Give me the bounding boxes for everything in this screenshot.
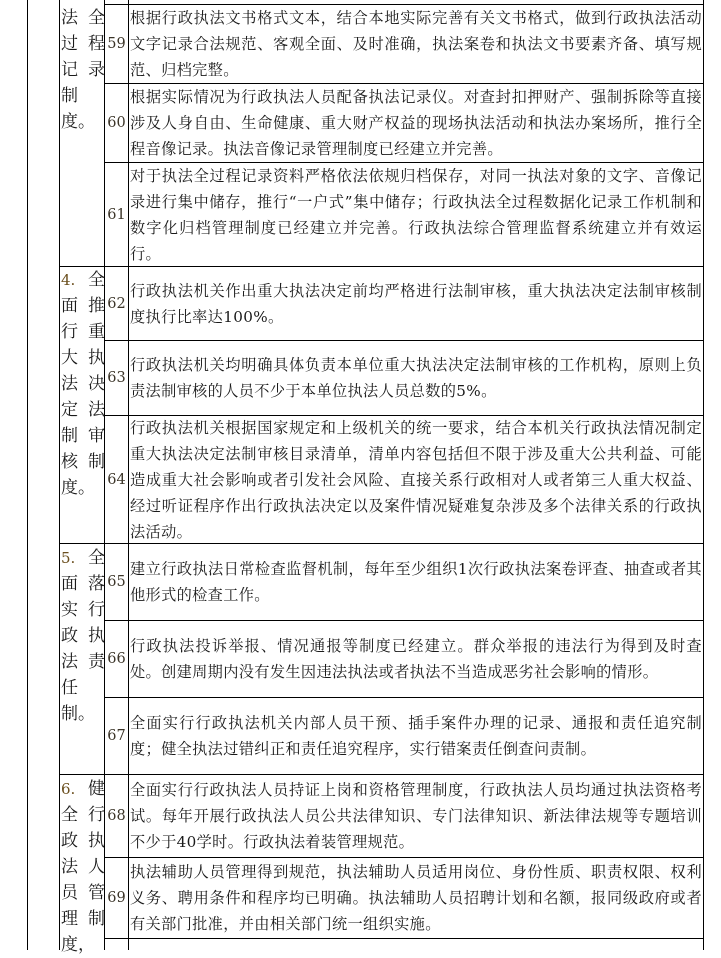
category-char: 法 [61,857,78,877]
item-number: 68 [107,808,126,824]
item-number: 65 [107,574,126,590]
item-text: 建立行政执法日常检查监督机制，每年至少组织1次行政执法案卷评查、抽查或者其他形式的检查工作。 [130,560,702,604]
category-line [61,880,105,906]
category-line [61,267,105,293]
category-line [61,932,105,958]
category-char: 度。 [61,478,95,498]
item-content [130,544,702,620]
category-char: 度。 [61,112,95,132]
category-cell [60,776,105,958]
category-char: 制 [61,86,78,106]
category-char: 全 [88,548,105,568]
category-line [61,5,105,31]
category-line [61,475,105,501]
category-char: 制 [88,452,105,472]
category-char: 推 [88,296,105,316]
category-char: 执 [88,626,105,646]
category-char: 全 [88,270,105,290]
item-number: 66 [107,651,126,667]
category-char: 行 [88,805,105,825]
category-line [61,449,105,475]
category-char: 管 [88,883,105,903]
category-line [61,345,105,371]
item-content [130,775,702,857]
category-char: 法 [61,8,78,28]
category-line [61,906,105,932]
category-line [61,397,105,423]
item-content [130,341,702,415]
category-char: 制 [88,909,105,929]
item-text: 根据行政执法文书格式文本，结合本地实际完善有关文书格式，做到行政执法活动文字记录合法规范、客观全面、及时准确，执法案卷和执法文书要素齐备、填写规范、归档完整。 [130,9,702,79]
table-border-left-outer [27,0,28,950]
category-char: 行 [88,600,105,620]
category-line [61,83,105,109]
category-char: 5. [61,549,76,567]
category-char: 执 [88,348,105,368]
category-char: 落 [88,574,105,594]
category-char: 制。 [61,704,95,724]
category-line [61,701,105,727]
table-border-col3 [128,0,129,950]
category-char: 责 [88,652,105,672]
category-char: 任 [61,678,78,698]
category-char: 录 [88,60,105,80]
item-content [130,416,702,543]
category-char: 行 [61,322,78,342]
category-char: 面 [61,574,78,594]
category-char: 法 [61,374,78,394]
category-char: 执 [88,831,105,851]
category-char: 法 [88,400,105,420]
item-number: 69 [107,890,126,906]
item-text: 根据实际情况为行政执法人员配备执法记录仪。对查封扣押财产、强制拆除等直接涉及人身自由、生命健康、重大财产权益的现场执法活动和执法办案场所，推行全程音像记录。执法音像记录管理制度已经建立并完善。 [130,88,702,158]
category-char: 员 [61,883,78,903]
category-char: 度， [61,935,95,955]
category-char: 实 [61,600,78,620]
category-char: 法 [61,652,78,672]
item-text: 行政执法投诉举报、情况通报等制度已经建立。群众举报的违法行为得到及时查处。创建周期内没有发生因违法执法或者执法不当造成恶劣社会影响的情形。 [130,637,702,681]
item-number: 62 [107,295,126,312]
category-char: 核 [61,452,78,472]
category-cell [60,5,105,135]
item-number: 59 [107,36,126,52]
category-char: 定 [61,400,78,420]
item-content [130,698,702,774]
item-text: 对于执法全过程记录资料严格依法依规归档保存，对同一执法对象的文字、音像记录进行集中储存，推行“一户式”集中储存；行政执法全过程数据化记录工作机制和数字化归档管理制度已经建立并完善。行政执法综合管理监督系统建立并有效运行。 [130,166,702,263]
category-line [61,423,105,449]
category-char: 过 [61,34,78,54]
category-char: 决 [88,374,105,394]
category-char: 政 [61,831,78,851]
category-cell [60,267,105,501]
item-number: 64 [107,471,126,488]
item-content [130,621,702,697]
category-line [61,623,105,649]
item-number: 60 [107,115,126,131]
item-content [130,163,702,266]
category-char: 面 [61,296,78,316]
category-cell [60,545,105,727]
item-content [130,858,702,938]
category-line [61,371,105,397]
category-char: 程 [88,34,105,54]
category-line [61,776,105,802]
category-char: 全 [61,805,78,825]
category-char: 理 [61,909,78,929]
item-text: 行政执法机关均明确具体负责本单位重大执法决定法制审核的工作机构，原则上负责法制审核的人员不少于本单位执法人员总数的5%。 [130,356,702,400]
category-char: 大 [61,348,78,368]
item-text: 行政执法机关根据国家规定和上级机关的统一要求，结合本机关行政执法情况制定重大执法决定法制审核目录清单，清单内容包括但不限于涉及重大公共利益、可能造成重大社会影响或者引发社会风险、直接关系行政相对人或者第三人重大权益、经过听证程序作出行政执法决定以及案件情况疑难复杂涉及多个法律关系的行政执法活动。 [130,418,702,541]
category-char: 人 [88,857,105,877]
item-number: 67 [107,728,126,744]
item-text: 执法辅助人员管理得到规范，执法辅助人员适用岗位、身份性质、职责权限、权利义务、聘用条件和程序均已明确。执法辅助人员招聘计划和名额，报同级政府或者有关部门批准，并由相关部门统一组织实施。 [130,863,702,933]
item-text: 全面实行行政执法机关内部人员干预、插手案件办理的记录、通报和责任追究制度；健全执法过错纠正和责任追究程序，实行错案责任倒查问责制。 [130,714,702,758]
category-line [61,57,105,83]
category-line [61,319,105,345]
category-line [61,802,105,828]
category-char: 政 [61,626,78,646]
item-content [130,5,702,83]
category-line [61,109,105,135]
category-char: 健 [88,779,105,799]
category-char: 6. [61,780,76,798]
category-char: 审 [88,426,105,446]
category-line [61,828,105,854]
category-line [61,854,105,880]
table-border-right [703,0,704,950]
item-number: 61 [107,206,126,223]
category-line [61,597,105,623]
category-char: 4. [61,271,76,289]
category-char: 记 [61,60,78,80]
category-char: 制 [61,426,78,446]
item-content [130,267,702,340]
category-line [61,31,105,57]
item-number: 63 [107,370,126,386]
category-line [61,293,105,319]
item-text: 全面实行行政执法人员持证上岗和资格管理制度，行政执法人员均通过执法资格考试。每年开展行政执法人员公共法律知识、专门法律知识、新法律法规等专题培训不少于40学时。行政执法着装管理规范。 [130,781,702,851]
row-divider [104,938,704,939]
category-line [61,571,105,597]
item-text: 行政执法机关作出重大执法决定前均严格进行法制审核，重大执法决定法制审核制度执行比率达100%。 [130,281,702,326]
category-char: 重 [88,322,105,342]
category-line [61,649,105,675]
item-content [130,84,702,162]
category-line [61,545,105,571]
category-line [61,675,105,701]
category-char: 全 [88,8,105,28]
